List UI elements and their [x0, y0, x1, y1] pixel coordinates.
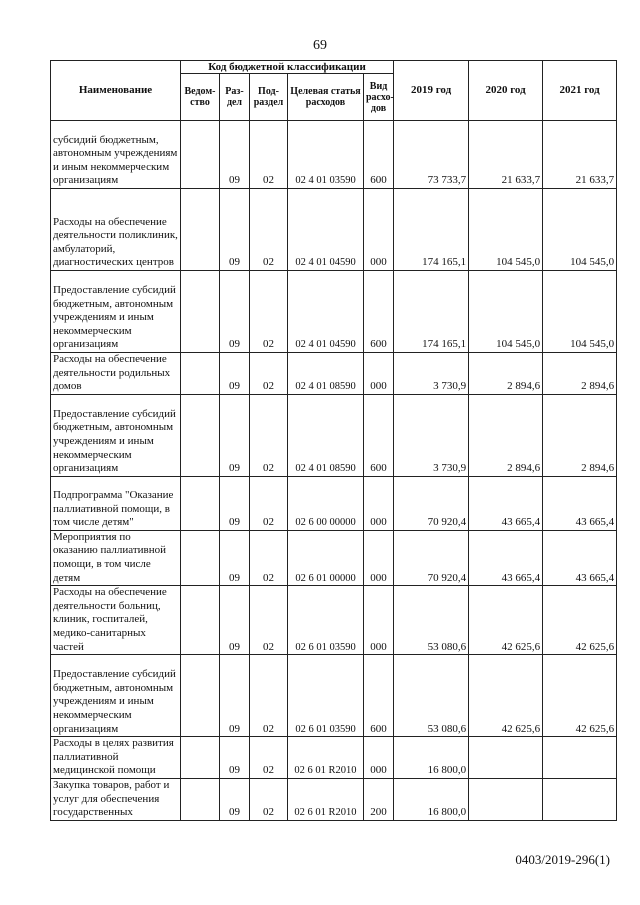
cell-csr: 02 6 01 00000	[288, 530, 364, 585]
cell-2021: 2 894,6	[543, 394, 617, 476]
table-row	[51, 476, 617, 530]
cell-razdel: 09	[220, 394, 250, 476]
cell-2019: 16 800,0	[394, 778, 469, 820]
cell-name: Предоставление субсидий бюджетным, автономным учреждениям и иным некоммерческим организациям	[51, 655, 181, 737]
cell-podrazdel: 02	[250, 778, 288, 820]
cell-2020: 2 894,6	[469, 394, 543, 476]
header-podrazdel: Под-раздел	[250, 74, 288, 121]
cell-2021: 42 625,6	[543, 586, 617, 655]
cell-2021: 2 894,6	[543, 353, 617, 395]
cell-razdel: 09	[220, 476, 250, 530]
cell-name: Предоставление субсидий бюджетным, автономным учреждениям и иным некоммерческим организациям	[51, 394, 181, 476]
cell-vedomstvo	[181, 121, 220, 189]
cell-razdel: 09	[220, 655, 250, 737]
page-number: 69	[313, 38, 327, 53]
table-row	[51, 271, 617, 353]
cell-2021: 43 665,4	[543, 530, 617, 585]
cell-2020: 43 665,4	[469, 476, 543, 530]
cell-vedomstvo	[181, 476, 220, 530]
table-row	[51, 394, 617, 476]
header-2021: 2021 год	[543, 61, 617, 121]
cell-podrazdel: 02	[250, 530, 288, 585]
cell-2020: 43 665,4	[469, 530, 543, 585]
cell-csr: 02 6 01 R2010	[288, 737, 364, 779]
cell-podrazdel: 02	[250, 271, 288, 353]
cell-razdel: 09	[220, 353, 250, 395]
cell-podrazdel: 02	[250, 737, 288, 779]
header-kbk-group: Код бюджетной классификации	[181, 61, 394, 74]
table-row	[51, 737, 617, 779]
cell-name: Расходы на обеспечение деятельности больниц, клиник, госпиталей, медико-санитарных частей	[51, 586, 181, 655]
cell-vedomstvo	[181, 271, 220, 353]
cell-2019: 53 080,6	[394, 655, 469, 737]
cell-vedomstvo	[181, 530, 220, 585]
cell-razdel: 09	[220, 121, 250, 189]
table-row	[51, 121, 617, 189]
cell-podrazdel: 02	[250, 353, 288, 395]
cell-2019: 70 920,4	[394, 530, 469, 585]
header-vr: Вид расхо-дов	[364, 74, 394, 121]
table-row	[51, 353, 617, 395]
cell-2021: 42 625,6	[543, 655, 617, 737]
cell-2019: 174 165,1	[394, 271, 469, 353]
table-row	[51, 778, 617, 820]
cell-name: Подпрограмма "Оказание паллиативной помощи, в том числе детям"	[51, 476, 181, 530]
cell-vr: 000	[364, 189, 394, 271]
cell-name: Мероприятия по оказанию паллиативной помощи, в том числе детям	[51, 530, 181, 585]
cell-name: Предоставление субсидий бюджетным, автономным учреждениям и иным некоммерческим организациям	[51, 271, 181, 353]
cell-name: Расходы на обеспечение деятельности родильных домов	[51, 353, 181, 395]
cell-csr: 02 4 01 08590	[288, 394, 364, 476]
cell-2021	[543, 737, 617, 779]
cell-2020: 104 545,0	[469, 189, 543, 271]
cell-vr: 600	[364, 121, 394, 189]
cell-2020: 42 625,6	[469, 586, 543, 655]
cell-vr: 600	[364, 271, 394, 353]
cell-2021: 104 545,0	[543, 189, 617, 271]
table-row	[51, 655, 617, 737]
cell-podrazdel: 02	[250, 394, 288, 476]
cell-2020: 2 894,6	[469, 353, 543, 395]
cell-csr: 02 6 01 R2010	[288, 778, 364, 820]
cell-vedomstvo	[181, 586, 220, 655]
cell-vedomstvo	[181, 655, 220, 737]
cell-2019: 174 165,1	[394, 189, 469, 271]
header-2020: 2020 год	[469, 61, 543, 121]
cell-2019: 70 920,4	[394, 476, 469, 530]
header-2019: 2019 год	[394, 61, 469, 121]
cell-2020: 21 633,7	[469, 121, 543, 189]
cell-2020	[469, 737, 543, 779]
cell-razdel: 09	[220, 778, 250, 820]
cell-2019: 53 080,6	[394, 586, 469, 655]
cell-vedomstvo	[181, 394, 220, 476]
cell-vedomstvo	[181, 778, 220, 820]
cell-podrazdel: 02	[250, 121, 288, 189]
cell-2021: 43 665,4	[543, 476, 617, 530]
cell-vedomstvo	[181, 737, 220, 779]
header-name: Наименование	[51, 61, 181, 121]
cell-2019: 3 730,9	[394, 394, 469, 476]
cell-vr: 000	[364, 530, 394, 585]
header-vedomstvo: Ведом-ство	[181, 74, 220, 121]
table-body	[51, 121, 617, 821]
cell-podrazdel: 02	[250, 586, 288, 655]
cell-razdel: 09	[220, 586, 250, 655]
cell-csr: 02 4 01 04590	[288, 271, 364, 353]
cell-csr: 02 4 01 08590	[288, 353, 364, 395]
cell-2021: 21 633,7	[543, 121, 617, 189]
cell-name: Расходы в целях развития паллиативной медицинской помощи	[51, 737, 181, 779]
cell-vr: 600	[364, 655, 394, 737]
cell-razdel: 09	[220, 189, 250, 271]
cell-2020	[469, 778, 543, 820]
cell-csr: 02 6 01 03590	[288, 586, 364, 655]
cell-vedomstvo	[181, 189, 220, 271]
cell-csr: 02 4 01 04590	[288, 189, 364, 271]
cell-csr: 02 4 01 03590	[288, 121, 364, 189]
cell-podrazdel: 02	[250, 476, 288, 530]
cell-2019: 3 730,9	[394, 353, 469, 395]
cell-razdel: 09	[220, 530, 250, 585]
cell-vr: 000	[364, 586, 394, 655]
cell-vr: 600	[364, 394, 394, 476]
cell-razdel: 09	[220, 737, 250, 779]
table-row	[51, 530, 617, 585]
cell-2019: 16 800,0	[394, 737, 469, 779]
cell-name: Закупка товаров, работ и услуг для обеспечения государственных	[51, 778, 181, 820]
cell-2020: 42 625,6	[469, 655, 543, 737]
cell-name: Расходы на обеспечение деятельности поликлиник, амбулаторий, диагностических центров	[51, 189, 181, 271]
cell-2021	[543, 778, 617, 820]
cell-podrazdel: 02	[250, 189, 288, 271]
table-row	[51, 586, 617, 655]
header-razdel: Раз-дел	[220, 74, 250, 121]
document-code: 0403/2019-296(1)	[515, 852, 610, 867]
cell-csr: 02 6 00 00000	[288, 476, 364, 530]
cell-csr: 02 6 01 03590	[288, 655, 364, 737]
cell-2021: 104 545,0	[543, 271, 617, 353]
table-row	[51, 189, 617, 271]
cell-vr: 000	[364, 353, 394, 395]
budget-table	[50, 60, 617, 821]
cell-vr: 000	[364, 476, 394, 530]
cell-2020: 104 545,0	[469, 271, 543, 353]
cell-vr: 200	[364, 778, 394, 820]
cell-razdel: 09	[220, 271, 250, 353]
cell-vedomstvo	[181, 353, 220, 395]
cell-vr: 000	[364, 737, 394, 779]
cell-2019: 73 733,7	[394, 121, 469, 189]
table-header	[51, 61, 617, 121]
cell-name: субсидий бюджетным, автономным учреждениям и иным некоммерческим организациям	[51, 121, 181, 189]
header-csr: Целевая статья расходов	[288, 74, 364, 121]
cell-podrazdel: 02	[250, 655, 288, 737]
